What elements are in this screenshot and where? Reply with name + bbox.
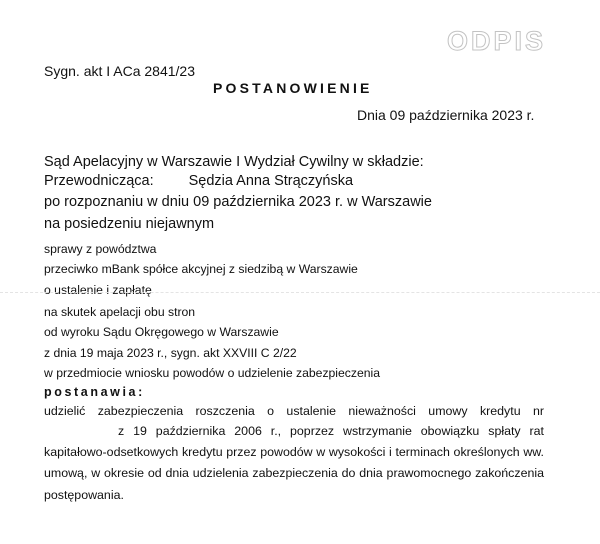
hearing-date-line: po rozpoznaniu w dniu 09 października 2023 r. w Warszawie	[44, 194, 432, 210]
defendant-line: przeciwko mBank spółce akcyjnej z siedzibą w Warszawie	[44, 262, 358, 276]
document-title: POSTANOWIENIE	[213, 80, 373, 96]
motion-line: w przedmiocie wniosku powodów o udzielenie zabezpieczenia	[44, 366, 381, 380]
subject-line: o ustalenie i zapłatę	[44, 283, 152, 297]
case-signature: Sygn. akt I ACa 2841/23	[44, 63, 195, 79]
document-date: Dnia 09 października 2023 r.	[357, 107, 535, 123]
appeal-line: na skutek apelacji obu stron	[44, 305, 196, 319]
session-type-line: na posiedzeniu niejawnym	[44, 216, 215, 232]
dashed-separator	[0, 292, 600, 294]
judgment-date-line: z dnia 19 maja 2023 r., sygn. akt XXVIII C 2/22	[44, 346, 297, 360]
copy-stamp: ODPIS	[447, 26, 547, 56]
chair-name: Sędzia Anna Strączyńska	[188, 173, 354, 189]
decision-line-3: kapitałowo-odsetkowych kredytu przez powodów w wysokości i terminach określonych ww.	[44, 445, 544, 459]
chair-line	[44, 173, 353, 189]
court-composition: Sąd Apelacyjny w Warszawie I Wydział Cywilny w składzie:	[44, 154, 424, 170]
decision-line-1: udzielić zabezpieczenia roszczenia o ustalenie nieważności umowy kredytu nr	[44, 404, 544, 418]
claim-line: sprawy z powództwa	[44, 242, 157, 256]
chair-label: Przewodnicząca:	[44, 173, 154, 189]
decision-line-4: umową, w okresie od dnia udzielenia zabezpieczenia do dnia prawomocnego zakończenia	[44, 466, 544, 480]
judgment-line: od wyroku Sądu Okręgowego w Warszawie	[44, 325, 279, 339]
decision-heading: postanawia:	[44, 385, 145, 399]
decision-line-2: z 19 października 2006 r., poprzez wstrzymanie obowiązku spłaty rat	[118, 424, 544, 438]
decision-line-5: postępowania.	[44, 488, 124, 502]
